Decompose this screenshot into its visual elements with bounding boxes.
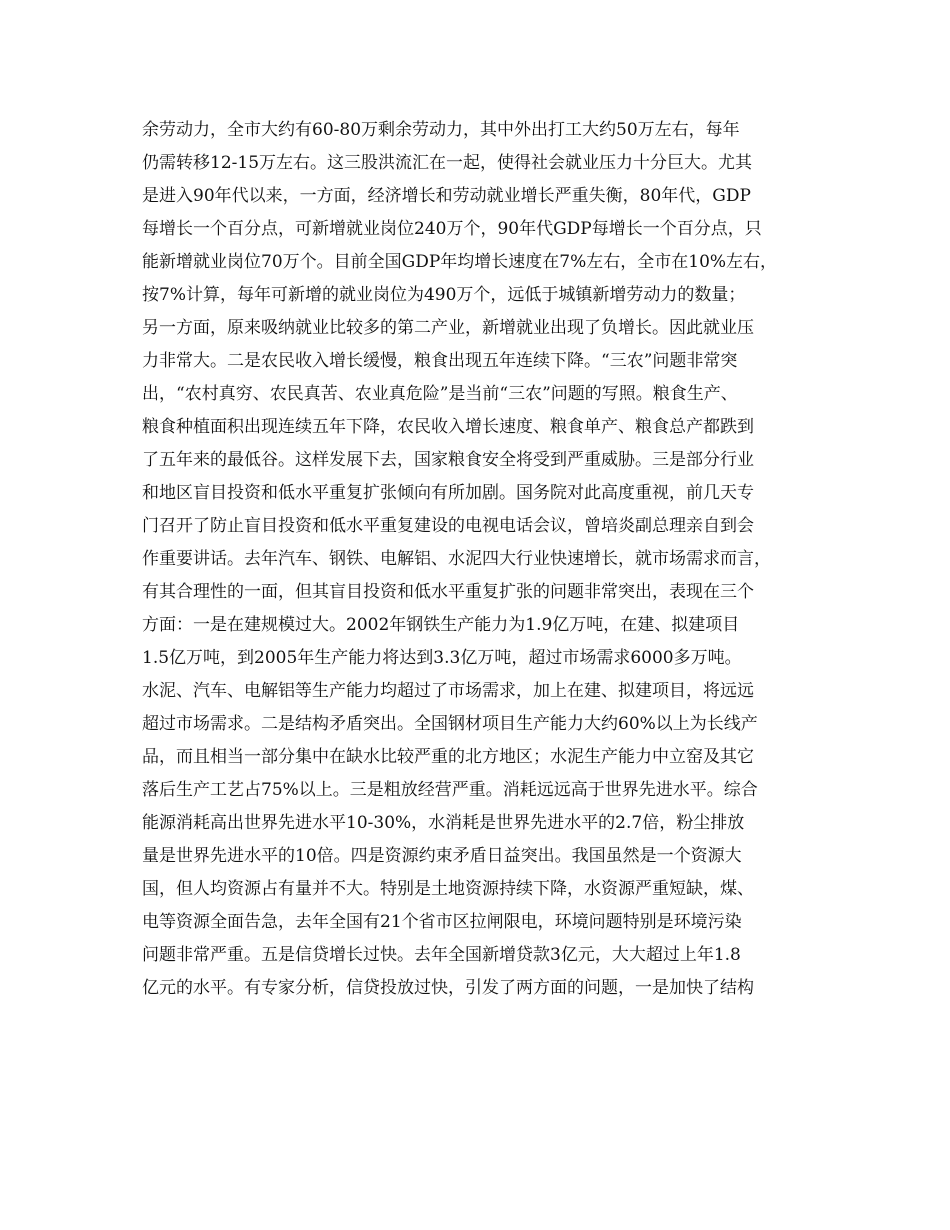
text-line: 有其合理性的一面，但其盲目投资和低水平重复扩张的问题非常突出，表现在三个 <box>142 582 754 602</box>
text-line: 按7%计算，每年可新增的就业岗位为490万个，远低于城镇新增劳动力的数量； <box>142 285 746 305</box>
body-text <box>142 114 842 1005</box>
text-line: 和地区盲目投资和低水平重复扩张倾向有所加剧。国务院对此高度重视，前几天专 <box>142 483 754 503</box>
text-line: 余劳动力，全市大约有60-80万剩余劳动力，其中外出打工大约50万左右，每年 <box>142 120 740 140</box>
text-line: 品，而且相当一部分集中在缺水比较严重的北方地区；水泥生产能力中立窑及其它 <box>142 747 754 767</box>
text-line: 粮食种植面积出现连续五年下降，农民收入增长速度、粮食单产、粮食总产都跌到 <box>142 417 754 437</box>
text-line: 电等资源全面告急，去年全国有21个省市区拉闸限电，环境问题特别是环境污染 <box>142 912 742 932</box>
text-line: 每增长一个百分点，可新增就业岗位240万个，90年代GDP每增长一个百分点，只 <box>142 219 762 239</box>
text-line: 超过市场需求。二是结构矛盾突出。全国钢材项目生产能力大约60%以上为长线产 <box>142 714 758 734</box>
text-line: 出，“农村真穷、农民真苦、农业真危险”是当前“三农”问题的写照。粮食生产、 <box>142 384 738 404</box>
text-line: 1.5亿万吨，到2005年生产能力将达到3.3亿万吨，超过市场需求6000多万吨。 <box>142 648 742 668</box>
text-line: 量是世界先进水平的10倍。四是资源约束矛盾日益突出。我国虽然是一个资源大 <box>142 846 742 866</box>
text-line: 另一方面，原来吸纳就业比较多的第二产业，新增就业出现了负增长。因此就业压 <box>142 318 754 338</box>
text-line: 仍需转移12-15万左右。这三股洪流汇在一起，使得社会就业压力十分巨大。尤其 <box>142 153 753 173</box>
text-line: 方面：一是在建规模过大。2002年钢铁生产能力为1.9亿万吨，在建、拟建项目 <box>142 615 740 635</box>
text-line: 水泥、汽车、电解铝等生产能力均超过了市场需求，加上在建、拟建项目，将远远 <box>142 681 754 701</box>
text-line: 国，但人均资源占有量并不大。特别是土地资源持续下降，水资源严重短缺，煤、 <box>142 879 754 899</box>
text-line: 能源消耗高出世界先进水平10-30%，水消耗是世界先进水平的2.7倍，粉尘排放 <box>142 813 745 833</box>
text-line: 门召开了防止盲目投资和低水平重复建设的电视电话会议，曾培炎副总理亲自到会 <box>142 516 754 536</box>
text-line: 了五年来的最低谷。这样发展下去，国家粮食安全将受到严重威胁。三是部分行业 <box>142 450 754 470</box>
text-line: 问题非常严重。五是信贷增长过快。去年全国新增贷款3亿元，大大超过上年1.8 <box>142 945 741 965</box>
text-line: 力非常大。二是农民收入增长缓慢，粮食出现五年连续下降。“三农”问题非常突 <box>142 351 738 371</box>
text-line: 是进入90年代以来，一方面，经济增长和劳动就业增长严重失衡，80年代，GDP <box>142 186 751 206</box>
text-line: 落后生产工艺占75%以上。三是粗放经营严重。消耗远远高于世界先进水平。综合 <box>142 780 758 800</box>
text-line: 作重要讲话。去年汽车、钢铁、电解铝、水泥四大行业快速增长，就市场需求而言， <box>142 549 771 569</box>
text-line: 能新增就业岗位70万个。目前全国GDP年均增长速度在7%左右，全市在10%左右， <box>142 252 778 272</box>
text-line: 亿元的水平。有专家分析，信贷投放过快，引发了两方面的问题，一是加快了结构 <box>142 978 754 998</box>
